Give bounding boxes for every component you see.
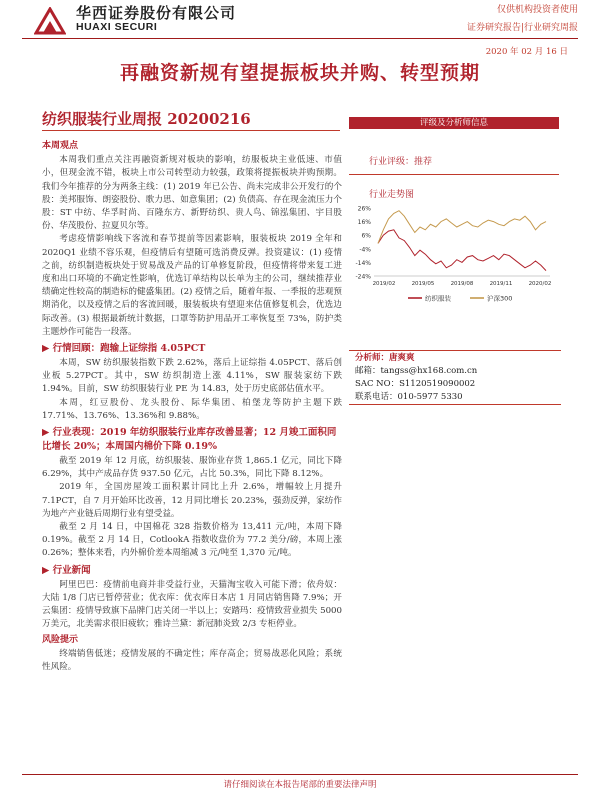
rating-value: 推荐 bbox=[414, 157, 433, 167]
analyst-name: 唐爽爽 bbox=[389, 353, 415, 363]
series-line-0 bbox=[378, 230, 546, 271]
investor-tag: 仅供机构投资者使用 bbox=[496, 5, 578, 15]
report-body bbox=[42, 138, 342, 674]
analyst-email[interactable]: 邮箱：tangss@hx168.com.cn bbox=[355, 366, 478, 376]
analyst-divider-bottom bbox=[349, 404, 561, 405]
subtitle-divider bbox=[42, 130, 340, 131]
triangle-bullet-icon: ▶ bbox=[42, 427, 50, 439]
x-tick-label: 2019/11 bbox=[489, 281, 513, 287]
analyst-sac: SAC NO：S1120519090002 bbox=[355, 379, 476, 389]
series-line-1 bbox=[378, 211, 546, 244]
y-tick-label: -24% bbox=[355, 273, 371, 281]
sidebar bbox=[349, 117, 559, 200]
report-type-tag: 证券研究报告|行业研究周报 bbox=[466, 23, 578, 33]
x-tick-label: 2020/02 bbox=[528, 281, 552, 287]
section-title-industry-news bbox=[42, 564, 342, 578]
paragraph: 本周，SW 纺织服装指数下跌 2.62%，落后上证综指 4.05PCT、落后创业板 5.27PCT。其中，SW 纺织制造上涨 4.11%，SW 服装家纺下跌 1.94%。目前，SW 纺织服装行业 PE 为 14.83，处于历史底部估值水平。 bbox=[42, 358, 342, 395]
analyst-info bbox=[355, 352, 477, 404]
paragraph: 截至 2019 年 12 月底，纺织服装、服饰业存货 1,865.1 亿元，同比下降 6.29%，其中产成品存货 937.50 亿元，占比 50.3%，同比下降 8.12%。 bbox=[42, 456, 342, 480]
paragraph: 截至 2 月 14 日，中国棉花 328 指数价格为 13,411 元/吨，本周下降 0.19%。截至 2 月 14 日，CotlookA 指数收盘价为 77.2 美分/磅，本周上涨 0.26%；整体来看，内外棉价差本周缩减 3 元/吨至 1,370 元/吨。 bbox=[42, 522, 342, 559]
analyst-divider bbox=[349, 350, 561, 351]
sidebar-divider bbox=[349, 174, 559, 175]
section-title-viewpoint: 本周观点 bbox=[42, 141, 79, 151]
y-tick-label: 26% bbox=[357, 205, 371, 213]
report-date: 2020 年 02 月 16 日 bbox=[485, 47, 568, 57]
chart-canvas bbox=[350, 198, 562, 342]
brand-name-cn: 华西证券股份有限公司 bbox=[76, 4, 237, 22]
triangle-bullet-icon: ▶ bbox=[42, 564, 50, 576]
legend-label: 纺织服装 bbox=[425, 294, 451, 303]
page-title: 再融资新规有望提振板块并购、转型预期 bbox=[119, 62, 480, 84]
section-title-risk: 风险提示 bbox=[42, 634, 79, 645]
paragraph: 阿里巴巴：疫情前电商并非受益行业，天猫淘宝收入可能下滑；依舟奴：大陆 1/8 门店已暂停营业；优衣库：优衣库日本店 1 月同店销售降 7.9%；开云集团：疫情导致旗下品牌门店关闭一半以上；安踏玛：疫情致营业损失 5000 万美元，北美需求很旧疲软；雅诗兰黛：新冠肺炎致 2/3 专柜停业。 bbox=[42, 579, 342, 630]
y-tick-label: 6% bbox=[361, 232, 371, 240]
paragraph: 考虑疫情影响线下客流和春节提前等因素影响，服装板块 2019 全年和 2020Q1 业绩不容乐观，但疫情后有望随可选消费反弹。投资建议：(1) 疫情之前，纺织制造板块处于贸易战及产品的订单修复阶段，但疫情将带来复工进度和出口环境的不确定性影响，优选订单结构以长单为主的公司，继续推荐业绩确定性较高的制造标的健盛集团。(2) 疫情之后，随着年报、一季报的悲观预期消化，以及疫情之后的客流回暖，服装板块有望迎来估值修复机会，优选边际改善。(3) 根据最新统计数据，口罩等防护用品开工率恢复至 73%，防护类主题炒作可能告一段落。 bbox=[42, 234, 342, 337]
section-title-text: 行情回顾：跑输上证综指 4.05PCT bbox=[52, 343, 206, 355]
analyst-row bbox=[355, 352, 477, 365]
header-divider bbox=[22, 38, 578, 39]
x-tick-label: 2019/05 bbox=[411, 281, 435, 287]
paragraph: 2019 年，全国房屋竣工面积累计同比上升 2.6%，增幅较上月提升 7.1PCT，自 7 月开始环比改善，12 月同比增长 20.23%，强劲反弹，家纺作为地产产业链后周期行业有望受益。 bbox=[42, 482, 342, 519]
rating-label: 行业评级： bbox=[369, 157, 415, 167]
chart-title: 行业走势图 bbox=[369, 190, 415, 200]
legal-notice: 请仔细阅读在本报告尾部的重要法律声明 bbox=[223, 780, 377, 790]
paragraph: 本周，红豆股份、龙头股份、际华集团、柏堡龙等防护主题下跌 17.71%、13.76%、13.36%和 9.88%。 bbox=[42, 397, 342, 421]
analyst-label: 分析师： bbox=[355, 353, 390, 363]
paragraph: 终端销售低迷；疫情发展的不确定性；库存高企；贸易战恶化风险；系统性风险。 bbox=[42, 648, 342, 672]
paragraph: 本周我们重点关注再融资新规对板块的影响，纺服板块主业低速、市值小，但现金流不错，板块上市公司转型动力较强，政策将提振板块并购预期。我们今年推荐的分为两条主线：(1) 2019 年已公告、尚未完成非公开发行的个股：美邦服饰、朗姿股份、歌力思、如意集团；(2) 负债高、存在现金流压力个股：ST 中纺、华孚时尚、百隆东方、新野纺织、贵人鸟、锦泓集团、宇目股份、华茂股份、拉夏贝尔等。 bbox=[42, 155, 342, 232]
y-tick-label: 16% bbox=[357, 219, 371, 227]
section-title-text: 行业新闻 bbox=[52, 564, 91, 576]
triangle-bullet-icon: ▶ bbox=[42, 343, 50, 355]
y-tick-label: -4% bbox=[359, 246, 371, 254]
company-logo bbox=[34, 7, 66, 35]
sidebar-header: 评级及分析师信息 bbox=[349, 117, 559, 129]
footer-divider bbox=[22, 774, 578, 775]
legend-label: 沪深300 bbox=[487, 294, 513, 303]
industry-rating bbox=[369, 154, 559, 167]
section-title-industry-performance bbox=[42, 426, 342, 454]
report-subtitle: 纺织服装行业周报 20200216 bbox=[42, 110, 251, 128]
analyst-phone: 联系电话：010-5977 5330 bbox=[355, 392, 463, 402]
x-tick-label: 2019/08 bbox=[450, 281, 474, 287]
y-tick-label: -14% bbox=[355, 259, 371, 267]
x-tick-label: 2019/02 bbox=[372, 281, 396, 287]
section-title-text: 行业表现：2019 年纺织服装行业库存改善显著；12 月竣工面积同比增长 20%；本周国内棉价下降 0.19% bbox=[42, 427, 337, 453]
industry-trend-chart bbox=[350, 198, 562, 342]
section-title-market-review bbox=[42, 342, 342, 356]
brand-name-en: HUAXI SECURI bbox=[76, 21, 158, 33]
